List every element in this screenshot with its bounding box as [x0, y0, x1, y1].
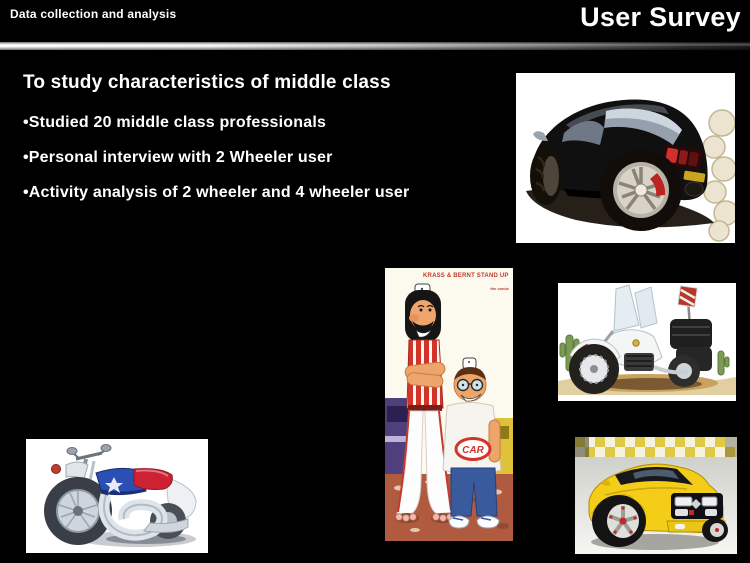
yellow-car-illustration — [575, 437, 737, 554]
breadcrumb: Data collection and analysis — [10, 7, 177, 21]
bullet-item: •Studied 20 middle class professionals — [23, 114, 327, 131]
cartoon-caption: KRASS & BERNT STAND UP — [423, 273, 509, 279]
page-title: User Survey — [580, 2, 741, 32]
cartoon-people-illustration — [385, 268, 513, 541]
bullet-item: •Activity analysis of 2 wheeler and 4 wheeler user — [23, 184, 410, 201]
bullet-item: •Personal interview with 2 Wheeler user — [23, 149, 333, 166]
section-heading: To study characteristics of middle class — [23, 72, 391, 93]
black-car-illustration — [516, 73, 735, 243]
gradient-divider — [0, 42, 750, 50]
yellow-car-image — [575, 437, 737, 554]
police-motorcycle-illustration — [558, 283, 736, 401]
cartoon-subcaption: the comic — [490, 286, 509, 291]
police-motorcycle-image — [558, 283, 736, 401]
bullet-list — [23, 114, 493, 219]
cartoon-people-image — [385, 268, 513, 541]
blue-motorcycle-illustration — [26, 439, 208, 553]
black-car-image — [516, 73, 735, 243]
tshirt-logo: CAR — [462, 445, 484, 456]
checker-band — [575, 437, 737, 457]
blue-motorcycle-image — [26, 439, 208, 553]
